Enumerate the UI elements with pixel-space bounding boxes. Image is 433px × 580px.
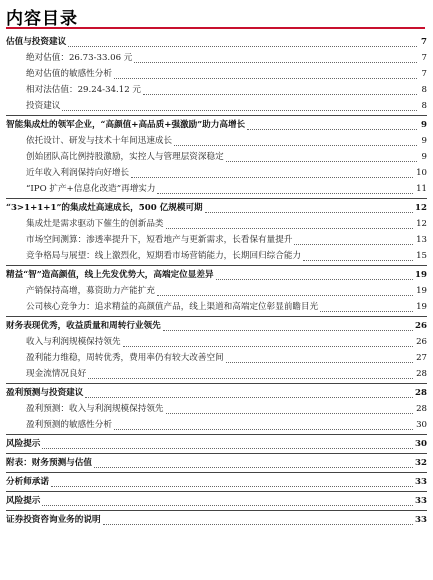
toc-subsection-entry[interactable] xyxy=(0,283,433,299)
toc-entry-title: 竞争格局与展望：线上激烈化，短期看市场营销能力，长期回归综合能力 xyxy=(26,251,302,261)
section-divider xyxy=(6,115,427,116)
toc-page-number: 9 xyxy=(420,149,427,165)
toc-entry-title: 绝对估值的敏感性分析 xyxy=(26,69,112,79)
section-divider xyxy=(6,434,427,435)
dot-leader xyxy=(157,193,417,194)
dot-leader xyxy=(62,110,417,111)
dot-leader xyxy=(294,244,417,245)
toc-entry-title: 精益“智”造高颜值，线上先发优势大，高端定位显差异 xyxy=(6,270,214,280)
toc-page-number: 12 xyxy=(414,216,427,232)
toc-section-entry[interactable] xyxy=(0,117,433,133)
toc-entry-title: 投资建议 xyxy=(26,101,61,111)
toc-section-entry[interactable] xyxy=(0,267,433,283)
toc-page-number: 8 xyxy=(420,82,427,98)
section-divider xyxy=(6,453,427,454)
toc-page-number: 33 xyxy=(413,493,427,509)
dot-leader xyxy=(94,467,417,468)
section-divider xyxy=(6,491,427,492)
toc-page-number: 27 xyxy=(414,350,427,366)
toc-subsection-entry[interactable] xyxy=(0,232,433,248)
toc-subsection-entry[interactable] xyxy=(0,66,433,82)
toc-page-number: 26 xyxy=(413,318,427,334)
toc-subsection-entry[interactable] xyxy=(0,82,433,98)
toc-page-number: 28 xyxy=(413,385,427,401)
toc-title: 内容目录 xyxy=(6,9,78,29)
toc-subsection-entry[interactable] xyxy=(0,133,433,149)
toc-entry-title: 集成灶是需求驱动下催生的创新品类 xyxy=(26,219,164,229)
section-divider xyxy=(6,472,427,473)
toc-page-number: 26 xyxy=(414,334,427,350)
toc-page-number: 11 xyxy=(414,181,427,197)
toc-section-entry[interactable] xyxy=(0,385,433,401)
dot-leader xyxy=(247,129,417,130)
toc-entry-title: 分析师承诺 xyxy=(6,477,49,487)
toc-entry-title: “IPO 扩产+信息化改造”再增实力 xyxy=(26,184,156,194)
toc-entry-title: 市场空间测算：渗透率提升下，短看地产与更新需求，长看保有量提升 xyxy=(26,235,293,245)
toc-page-number: 28 xyxy=(414,401,427,417)
toc-subsection-entry[interactable] xyxy=(0,366,433,382)
toc-entry-title: 盈利预测与投资建议 xyxy=(6,388,84,398)
toc-entry-title: 风险提示 xyxy=(6,496,41,506)
dot-leader xyxy=(123,346,417,347)
dot-leader xyxy=(143,94,417,95)
toc-entry-title: 产销保持高增，募资助力产能扩充 xyxy=(26,286,155,296)
toc-entry-title: “3>1+1+1”的集成灶高速成长，500 亿规模可期 xyxy=(6,203,203,213)
toc-subsection-entry[interactable] xyxy=(0,334,433,350)
toc-subsection-entry[interactable] xyxy=(0,50,433,66)
toc-entry-title: 估值与投资建议 xyxy=(6,37,67,47)
toc-entry-title: 盈利能力维稳，周转优秀，费用率仍有较大改善空间 xyxy=(26,353,224,363)
toc-entry-title: 附表：财务预测与估值 xyxy=(6,458,92,468)
toc-subsection-entry[interactable] xyxy=(0,299,433,315)
dot-leader xyxy=(166,413,417,414)
toc-entry-title: 现金流情况良好 xyxy=(26,369,87,379)
dot-leader xyxy=(157,295,417,296)
dot-leader xyxy=(174,145,417,146)
toc-entry-title: 近年收入利润保持向好增长 xyxy=(26,168,130,178)
toc-entry-title: 依托设计、研发与技术十年间迅速成长 xyxy=(26,136,173,146)
dot-leader xyxy=(51,486,417,487)
dot-leader xyxy=(42,448,417,449)
toc-page-number: 30 xyxy=(413,436,427,452)
toc-list xyxy=(0,34,433,528)
toc-page-number: 10 xyxy=(414,165,427,181)
toc-section-entry[interactable] xyxy=(0,34,433,50)
toc-subsection-entry[interactable] xyxy=(0,165,433,181)
toc-page-number: 7 xyxy=(419,34,427,50)
toc-section-entry[interactable] xyxy=(0,436,433,452)
dot-leader xyxy=(103,524,417,525)
toc-entry-title: 风险提示 xyxy=(6,439,41,449)
toc-subsection-entry[interactable] xyxy=(0,248,433,264)
section-divider xyxy=(6,265,427,266)
toc-subsection-entry[interactable] xyxy=(0,98,433,114)
toc-page-number: 13 xyxy=(414,232,427,248)
section-divider xyxy=(6,383,427,384)
toc-entry-title: 智能集成灶的领军企业，“高颜值+高品质+强激励”助力高增长 xyxy=(6,120,246,130)
toc-subsection-entry[interactable] xyxy=(0,401,433,417)
dot-leader xyxy=(226,161,417,162)
toc-entry-title: 财务表现优秀，收益质量和周转行业领先 xyxy=(6,321,161,331)
dot-leader xyxy=(68,46,417,47)
section-divider xyxy=(6,510,427,511)
toc-page-number: 7 xyxy=(420,50,427,66)
toc-page-number: 12 xyxy=(413,200,427,216)
toc-section-entry[interactable] xyxy=(0,318,433,334)
toc-page-number: 28 xyxy=(414,366,427,382)
toc-page-number: 33 xyxy=(413,474,427,490)
title-rule xyxy=(6,27,425,29)
toc-subsection-entry[interactable] xyxy=(0,417,433,433)
toc-entry-title: 证券投资咨询业务的说明 xyxy=(6,515,101,525)
toc-page-number: 9 xyxy=(419,117,427,133)
toc-page-number: 19 xyxy=(414,283,427,299)
toc-subsection-entry[interactable] xyxy=(0,181,433,197)
toc-entry-title: 绝对估值：26.73-33.06 元 xyxy=(26,53,133,63)
toc-section-entry[interactable] xyxy=(0,512,433,528)
dot-leader xyxy=(114,429,417,430)
toc-page-number: 30 xyxy=(414,417,427,433)
dot-leader xyxy=(163,330,417,331)
dot-leader xyxy=(303,260,417,261)
dot-leader xyxy=(166,228,417,229)
section-divider xyxy=(6,316,427,317)
dot-leader xyxy=(216,279,417,280)
toc-page-number: 15 xyxy=(414,248,427,264)
toc-subsection-entry[interactable] xyxy=(0,149,433,165)
toc-section-entry[interactable] xyxy=(0,200,433,216)
dot-leader xyxy=(320,311,417,312)
toc-page-number: 19 xyxy=(414,299,427,315)
toc-entry-title: 公司核心竞争力：追求精益的高颜值产品，线上渠道和高端定位彰显前瞻目光 xyxy=(26,302,319,312)
toc-subsection-entry[interactable] xyxy=(0,216,433,232)
dot-leader xyxy=(226,362,417,363)
toc-page-number: 19 xyxy=(413,267,427,283)
dot-leader xyxy=(205,212,417,213)
toc-entry-title: 盈利预测的敏感性分析 xyxy=(26,420,112,430)
toc-section-entry[interactable] xyxy=(0,493,433,509)
dot-leader xyxy=(88,378,417,379)
dot-leader xyxy=(42,505,417,506)
toc-entry-title: 盈利预测：收入与利润规模保持领先 xyxy=(26,404,164,414)
dot-leader xyxy=(114,78,417,79)
toc-entry-title: 收入与利润规模保持领先 xyxy=(26,337,121,347)
toc-entry-title: 创始团队高比例持股激励，实控人与管理层资深稳定 xyxy=(26,152,224,162)
dot-leader xyxy=(85,397,417,398)
toc-page-number: 8 xyxy=(420,98,427,114)
toc-page-number: 9 xyxy=(420,133,427,149)
toc-entry-title: 相对法估值：29.24-34.12 元 xyxy=(26,85,141,95)
toc-page-number: 7 xyxy=(420,66,427,82)
toc-page-number: 33 xyxy=(413,512,427,528)
toc-section-entry[interactable] xyxy=(0,474,433,490)
toc-section-entry[interactable] xyxy=(0,455,433,471)
dot-leader xyxy=(134,62,417,63)
section-divider xyxy=(6,198,427,199)
toc-subsection-entry[interactable] xyxy=(0,350,433,366)
dot-leader xyxy=(131,177,417,178)
toc-page-number: 32 xyxy=(413,455,427,471)
